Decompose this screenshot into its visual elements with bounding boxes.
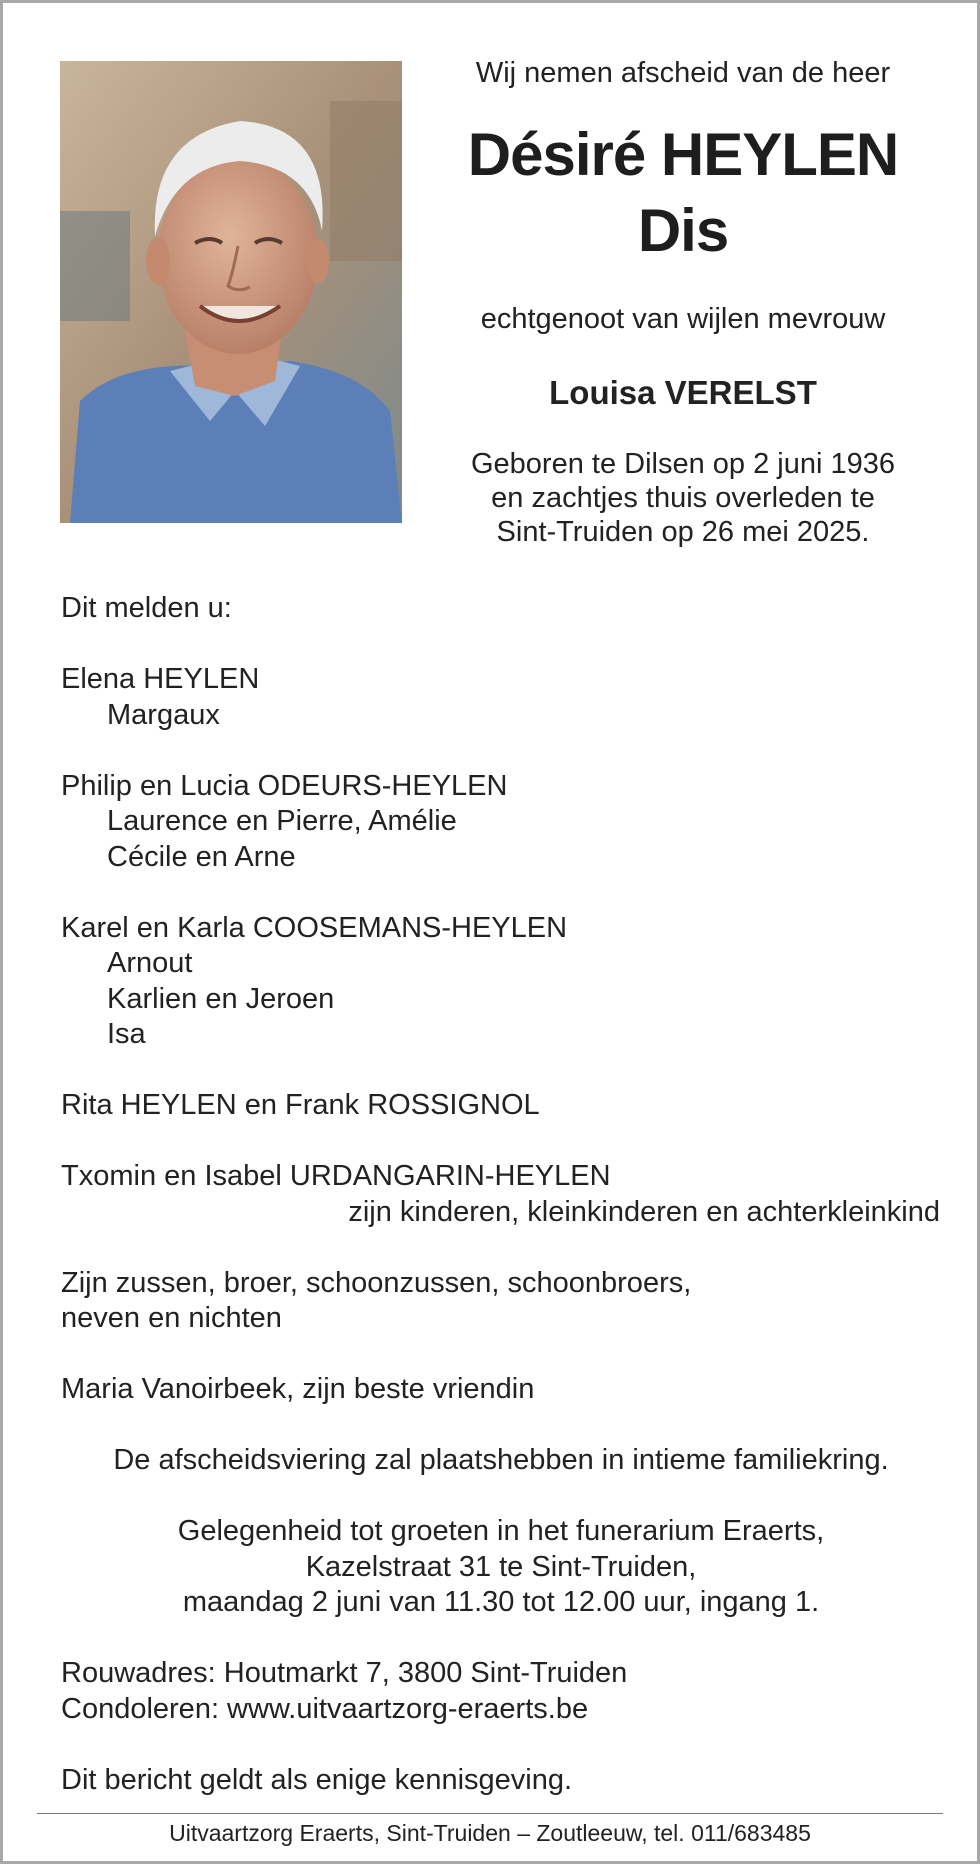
relatives-line: Zijn zussen, broer, schoonzussen, schoonbroers,	[61, 1266, 692, 1299]
visitation-line: Gelegenheid tot groeten in het funerarium Eraerts,	[177, 1515, 825, 1547]
family-head: Philip en Lucia ODEURS-HEYLEN	[61, 769, 508, 802]
family-member: Laurence en Pierre, Amélie	[107, 805, 457, 837]
family-member: Cécile en Arne	[107, 840, 296, 873]
spouse-name: Louisa VERELST	[549, 374, 817, 411]
deceased-name-line-1: Désiré HEYLEN	[467, 121, 899, 188]
family-head: Txomin en Isabel URDANGARIN-HEYLEN	[61, 1160, 611, 1192]
family-head: Karel en Karla COOSEMANS-HEYLEN	[61, 911, 568, 944]
relatives-line: neven en nichten	[61, 1302, 282, 1334]
family-member: Karlien en Jeroen	[107, 982, 335, 1015]
intro-text: Wij nemen afscheid van de heer	[475, 57, 891, 89]
life-dates	[423, 447, 943, 549]
visitation-line: maandag 2 juni van 11.30 tot 12.00 uur, ingang 1.	[182, 1586, 820, 1618]
footer-divider	[37, 1813, 943, 1814]
family-member: Margaux	[107, 698, 220, 731]
family-note: zijn kinderen, kleinkinderen en achterkleinkind	[348, 1195, 940, 1228]
notice-text: Dit bericht geldt als enige kennisgeving.	[61, 1763, 573, 1796]
condolence-link[interactable]: Condoleren: www.uitvaartzorg-eraerts.be	[61, 1692, 589, 1725]
announce-text: Dit melden u:	[61, 592, 232, 624]
family-head: Elena HEYLEN	[61, 663, 260, 695]
family-member: Arnout	[107, 947, 193, 979]
visitation-line: Kazelstraat 31 te Sint-Truiden,	[305, 1550, 697, 1583]
deceased-name	[423, 117, 943, 269]
spouse-intro: echtgenoot van wijlen mevrouw	[480, 303, 886, 335]
mourning-address: Rouwadres: Houtmarkt 7, 3800 Sint-Truiden	[61, 1657, 628, 1689]
dates-line: Geboren te Dilsen op 2 juni 1936	[470, 448, 895, 480]
deceased-nickname: Dis	[637, 197, 729, 264]
friend-line: Maria Vanoirbeek, zijn beste vriendin	[61, 1373, 535, 1405]
portrait-photo	[60, 61, 402, 523]
obituary-body	[61, 591, 941, 1798]
family-member: Isa	[107, 1018, 146, 1050]
dates-line: en zachtjes thuis overleden te	[491, 482, 875, 514]
footer-text: Uitvaartzorg Eraerts, Sint-Truiden – Zoutleeuw, tel. 011/683485	[169, 1820, 811, 1846]
ceremony-text: De afscheidsviering zal plaatshebben in intieme familiekring.	[113, 1444, 889, 1476]
family-head: Rita HEYLEN en Frank ROSSIGNOL	[61, 1089, 540, 1121]
dates-line: Sint-Truiden op 26 mei 2025.	[496, 516, 870, 548]
